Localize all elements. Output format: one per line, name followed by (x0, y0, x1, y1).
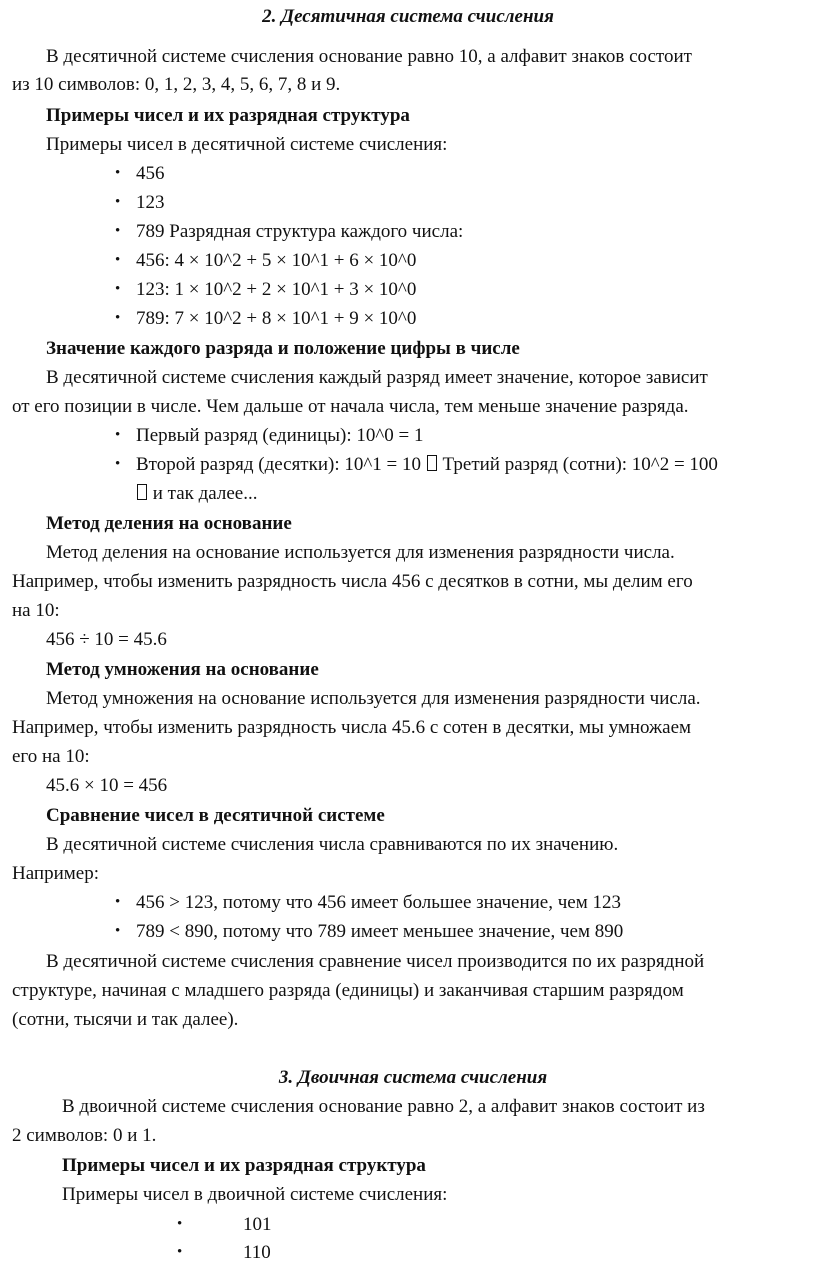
list-item: 789 < 890, потому что 789 имеет меньшее значение, чем 890 (136, 921, 624, 942)
sec2-div-line-3: на 10: (12, 600, 60, 621)
list-item-part: Второй разряд (десятки): 10^1 = 10 (136, 454, 421, 475)
bullet-icon: • (115, 281, 121, 297)
sec2-mul-line-1: Метод умножения на основание используется для изменения разрядности числа. (46, 688, 701, 709)
list-item: 456: 4 × 10^2 + 5 × 10^1 + 6 × 10^0 (136, 250, 417, 271)
list-item: 101 (243, 1214, 272, 1235)
sec2-intro-line-1 (46, 42, 808, 71)
sec2-cmp-line-2: Например: (12, 863, 99, 884)
sec2-mul-heading: Метод умножения на основание (46, 659, 319, 680)
list-item-part: и так далее... (152, 483, 258, 504)
bullet-icon: • (177, 1244, 183, 1260)
bullet-icon: • (115, 427, 121, 443)
list-item: 789 Разрядная структура каждого числа: (136, 221, 464, 242)
sec2-cmp-after-line-2: структуре, начиная с младшего разряда (единицы) и заканчивая старшим разрядом (12, 980, 684, 1001)
sec3-intro-line-2: 2 символов: 0 и 1. (12, 1125, 157, 1146)
list-item: 456 > 123, потому что 456 имеет большее значение, чем 123 (136, 892, 621, 913)
sec2-value-line-1: В десятичной системе счисления каждый разряд имеет значение, которое зависит (46, 367, 708, 388)
bullet-icon: • (115, 894, 121, 910)
bullet-icon: • (177, 1216, 183, 1232)
sec2-intro-text: В десятичной системе счисления основание равно 10, а алфавит знаков состоит (46, 46, 692, 67)
bullet-icon: • (115, 165, 121, 181)
bullet-icon: • (115, 194, 121, 210)
list-item: 110 (243, 1242, 271, 1263)
sec3-intro-line-1: В двоичной системе счисления основание равно 2, а алфавит знаков состоит из (62, 1096, 705, 1117)
paragraph-text: Метод деления на основание используется для изменения разрядности числа. (46, 542, 675, 563)
bullet-icon: • (115, 223, 121, 239)
list-item: 789: 7 × 10^2 + 8 × 10^1 + 9 × 10^0 (136, 308, 417, 329)
list-item-part: Третий разряд (сотни): 10^2 = 100 (442, 454, 718, 475)
list-item: Первый разряд (единицы): 10^0 = 1 (136, 425, 424, 446)
list-item: 456 (136, 163, 165, 184)
sec2-div-formula: 456 ÷ 10 = 45.6 (46, 629, 167, 650)
sec2-examples-intro: Примеры чисел в десятичной системе счисления: (46, 134, 448, 155)
sec2-cmp-after-line-3: (сотни, тысячи и так далее). (12, 1009, 239, 1030)
sec2-cmp-line-1: В десятичной системе счисления числа сравниваются по их значению. (46, 834, 619, 855)
bullet-icon: • (115, 456, 121, 472)
sec2-div-line-1 (46, 538, 812, 567)
sec2-intro-line-2: из 10 символов: 0, 1, 2, 3, 4, 5, 6, 7, 8 и 9. (12, 74, 341, 95)
sec2-examples-heading: Примеры чисел и их разрядная структура (46, 105, 410, 126)
bullet-icon: • (115, 310, 121, 326)
list-item (136, 450, 718, 479)
sec2-value-line-2: от его позиции в числе. Чем дальше от начала числа, тем меньше значение разряда. (12, 396, 689, 417)
sec2-cmp-heading: Сравнение чисел в десятичной системе (46, 805, 385, 826)
sec3-examples-heading: Примеры чисел и их разрядная структура (62, 1155, 426, 1176)
sec2-mul-formula: 45.6 × 10 = 456 (46, 775, 168, 796)
sec2-value-heading: Значение каждого разряда и положение цифры в числе (46, 338, 520, 359)
section-2-title: 2. Десятичная система счисления (262, 6, 554, 27)
list-item: 123 (136, 192, 165, 213)
list-item: 123: 1 × 10^2 + 2 × 10^1 + 3 × 10^0 (136, 279, 417, 300)
sec2-div-line-2: Например, чтобы изменить разрядность числа 456 с десятков в сотни, мы делим его (12, 571, 693, 592)
section-3-title: 3. Двоичная система счисления (278, 1067, 548, 1088)
missing-glyph-icon (427, 455, 437, 471)
sec2-mul-line-2: Например, чтобы изменить разрядность числа 45.6 с сотен в десятки, мы умножаем (12, 717, 692, 738)
sec2-mul-line-3: его на 10: (12, 746, 90, 767)
sec2-div-heading: Метод деления на основание (46, 513, 292, 534)
bullet-icon: • (115, 252, 121, 268)
missing-glyph-icon (137, 484, 147, 500)
sec2-cmp-after-line-1: В десятичной системе счисления сравнение чисел производится по их разрядной (46, 951, 705, 972)
sec3-examples-intro: Примеры чисел в двоичной системе счисления: (62, 1184, 448, 1205)
bullet-icon: • (115, 923, 121, 939)
list-item-continuation (136, 479, 257, 508)
